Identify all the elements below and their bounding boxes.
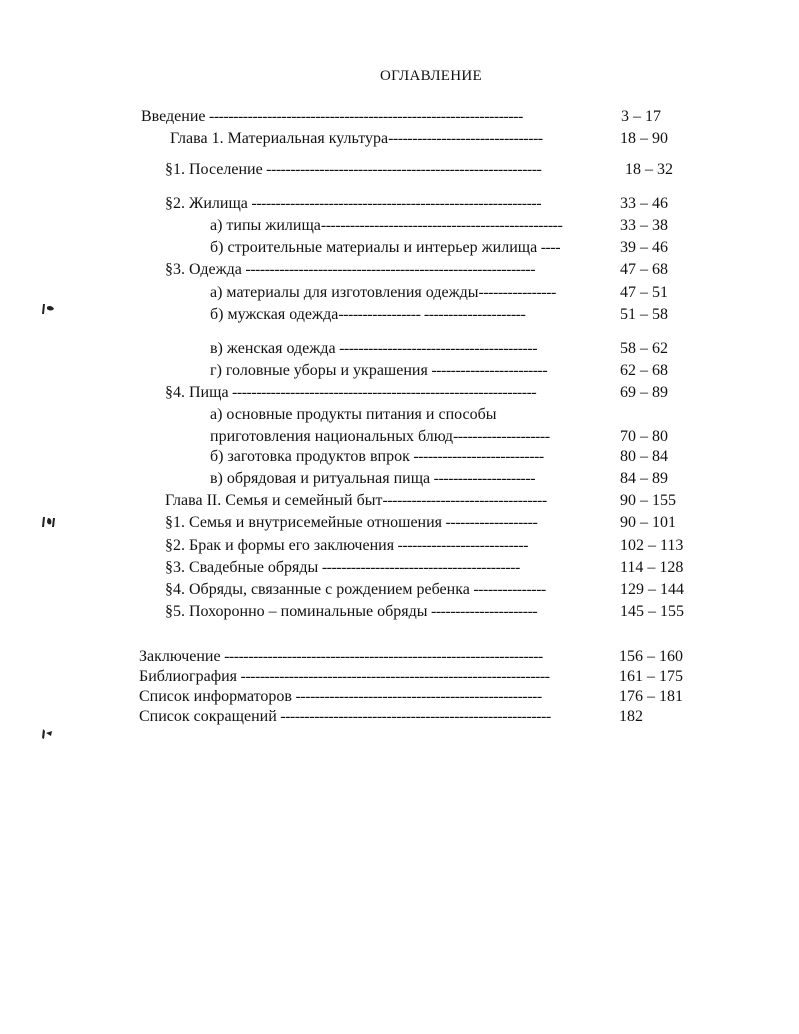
toc-pages: 156 – 160 — [619, 648, 683, 665]
toc-label: Введение — [141, 108, 206, 125]
toc-row-clothing — [165, 259, 680, 281]
toc-pages: 39 – 46 — [620, 239, 668, 256]
toc-leader: -------------------------------------------------------- — [276, 708, 551, 725]
toc-label: приготовления национальных блюд — [210, 428, 453, 445]
toc-leader: ------------------------------------------------------------------ — [220, 648, 543, 665]
toc-row-clothing-materials — [210, 282, 680, 304]
toc-pages: 3 – 17 — [621, 108, 661, 125]
toc-row-chapter-1 — [170, 128, 680, 150]
toc-row-ritual-food — [210, 468, 680, 490]
toc-row-introduction — [141, 106, 681, 128]
toc-pages: 70 – 80 — [620, 428, 668, 445]
toc-leader: ------------------- — [442, 514, 538, 531]
toc-leader: ------------------------ — [427, 362, 548, 379]
toc-label: §4. Пища — [165, 384, 229, 401]
toc-leader: ----------------------------------------- — [335, 340, 538, 357]
toc-leader: ----------------- --------------------- — [338, 306, 526, 323]
toc-pages: 47 – 68 — [620, 261, 668, 278]
toc-pages: 114 – 128 — [620, 559, 684, 576]
toc-pages: 47 – 51 — [620, 284, 668, 301]
toc-label: §1. Семья и внутрисемейные отношения — [165, 514, 443, 531]
toc-row-settlement — [165, 159, 680, 181]
toc-leader: --------------------------------------------------------- — [262, 161, 542, 178]
toc-leader: ---- — [537, 239, 561, 256]
toc-pages: 69 – 89 — [620, 384, 668, 401]
toc-label: б) строительные материалы и интерьер жилища — [210, 239, 538, 256]
scan-mark-icon — [40, 302, 56, 316]
toc-row-birth-rites — [165, 579, 695, 601]
toc-pages: 62 – 68 — [620, 362, 668, 379]
toc-pages: 18 – 32 — [625, 161, 673, 178]
toc-row-food-products-line2 — [210, 426, 680, 448]
toc-row-food — [165, 382, 680, 404]
toc-label: §1. Поселение — [165, 161, 263, 178]
toc-row-chapter-2 — [165, 490, 690, 512]
toc-label: §4. Обряды, связанные с рождением ребенка — [165, 581, 470, 598]
toc-pages: 176 – 181 — [619, 688, 683, 705]
toc-label: а) типы жилища — [210, 217, 321, 234]
toc-label: в) женская одежда — [210, 340, 336, 357]
toc-row-marriage — [165, 535, 695, 557]
toc-pages: 90 – 155 — [620, 492, 676, 509]
scan-mark-icon — [40, 727, 54, 741]
toc-row-abbreviations — [139, 706, 694, 728]
toc-leader: ------------------------------------------------------------ — [241, 261, 536, 278]
toc-label: §5. Похоронно – поминальные обряды — [165, 603, 428, 620]
toc-pages: 33 – 38 — [620, 217, 668, 234]
toc-leader: ------------------------------------------------------------ — [247, 195, 542, 212]
toc-leader: ----------------------------------------- — [318, 559, 520, 576]
toc-leader: ---------------------- — [427, 603, 538, 620]
toc-row-wedding-rites — [165, 557, 695, 579]
toc-row-food-storage — [210, 446, 680, 468]
toc-label: §3. Свадебные обряды — [165, 559, 319, 576]
toc-label: Заключение — [139, 648, 221, 665]
toc-label: а) основные продукты питания и способы — [210, 406, 497, 423]
toc-leader: --------------------------- — [409, 448, 544, 465]
toc-row-funeral-rites — [165, 601, 695, 623]
toc-pages: 182 — [619, 708, 643, 725]
toc-pages: 84 – 89 — [620, 470, 668, 487]
toc-leader: --------------------------------------------------------------- — [228, 384, 537, 401]
toc-row-dwelling-types — [210, 215, 680, 237]
toc-label: г) головные уборы и украшения — [210, 362, 428, 379]
toc-leader: --------------------------------------------------- — [291, 688, 542, 705]
toc-leader: -------------------- — [452, 428, 550, 445]
toc-leader: --------------------------- — [394, 537, 528, 554]
toc-leader: -------------------------------------------------- — [320, 217, 563, 234]
toc-pages: 145 – 155 — [620, 603, 684, 620]
toc-row-mens-clothing — [210, 304, 680, 326]
toc-label: Список сокращений — [139, 708, 277, 725]
toc-label: в) обрядовая и ритуальная пища — [210, 470, 431, 487]
toc-pages: 102 – 113 — [620, 537, 684, 554]
toc-leader: ----------------------------------------------------------------- — [205, 108, 523, 125]
toc-leader: --------------------- — [430, 470, 536, 487]
toc-pages: 18 – 90 — [620, 130, 668, 147]
toc-label: Список информаторов — [139, 688, 292, 705]
toc-row-womens-clothing — [210, 338, 680, 360]
toc-pages: 51 – 58 — [620, 306, 668, 323]
toc-pages: 80 – 84 — [620, 448, 668, 465]
toc-row-family-relations — [165, 512, 690, 534]
toc-row-informants — [139, 686, 694, 708]
toc-label: §2. Брак и формы его заключения — [165, 537, 395, 554]
toc-leader: ---------------------------------- — [382, 492, 547, 509]
toc-label: Глава 1. Материальная культура — [170, 130, 389, 147]
toc-leader: --------------- — [469, 581, 546, 598]
toc-label: §2. Жилища — [165, 195, 248, 212]
toc-leader: ---------------------------------------------------------------- — [237, 668, 550, 685]
toc-pages: 90 – 101 — [620, 514, 676, 531]
toc-pages: 58 – 62 — [620, 340, 668, 357]
toc-row-headwear — [210, 360, 680, 382]
toc-row-building-materials — [210, 237, 680, 259]
toc-label: Глава II. Семья и семейный быт — [165, 492, 383, 509]
scan-mark-icon — [40, 515, 56, 529]
toc-row-bibliography — [139, 666, 694, 688]
toc-leader: ---------------- — [478, 284, 556, 301]
toc-pages: 33 – 46 — [620, 195, 668, 212]
toc-leader: -------------------------------- — [388, 130, 543, 147]
toc-pages: 161 – 175 — [619, 668, 683, 685]
toc-label: б) мужская одежда — [210, 306, 339, 323]
toc-row-dwellings — [165, 193, 680, 215]
page-title: ОГЛАВЛЕНИЕ — [380, 68, 482, 84]
toc-label: §3. Одежда — [165, 261, 242, 278]
toc-label: б) заготовка продуктов впрок — [210, 448, 410, 465]
toc-pages: 129 – 144 — [620, 581, 684, 598]
toc-row-food-products-line1 — [210, 404, 680, 426]
toc-row-conclusion — [139, 646, 694, 668]
toc-label: а) материалы для изготовления одежды — [210, 284, 479, 301]
toc-label: Библиография — [139, 668, 237, 685]
